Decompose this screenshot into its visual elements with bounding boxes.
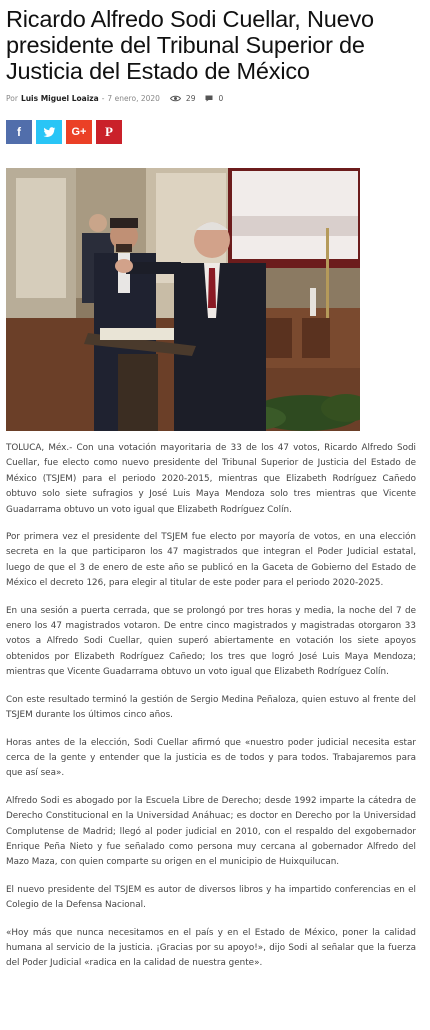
author-link[interactable]: Luis Miguel Loaiza — [20, 93, 99, 103]
article-photo — [6, 168, 360, 431]
eye-icon — [170, 95, 181, 102]
article-body — [6, 441, 424, 972]
article-paragraph: El nuevo presidente del TSJEM es autor de diversos libros y ha impartido conferencias en el Colegio de la Defensa Nacional. — [6, 884, 416, 911]
article-paragraph: Con este resultado terminó la gestión de Sergio Medina Peñaloza, quien estuvo al frente del TSJEM durante los últimos cinco años. — [6, 694, 416, 721]
twitter-share-button[interactable] — [36, 120, 62, 144]
article-paragraph: Alfredo Sodi es abogado por la Escuela Libre de Derecho; desde 1992 imparte la cátedra de Derecho Constitucional en la Universidad Anáhuac; es doctor en Derecho por la Universidad Complutense de Madrid; llegó al poder judicial en 2010, con el respaldo del exgobernador Enrique Peña Nieto y fue señalado como persona muy cercana al gobernador Alfredo del Mazo Maza, con quien comparte su origen en el municipio de Huixquilucan. — [6, 795, 416, 868]
google-plus-icon: G+ — [71, 126, 87, 138]
pinterest-icon: P — [105, 124, 113, 139]
article-paragraph: «Hoy más que nunca necesitamos en el país y en el Estado de México, poner la calidad humana al servicio de la justicia. ¡Gracias por su apoyo!», dijo Sodi al señalar que la fuerza del Poder Judicial «radica en la calidad de nuestra gente». — [6, 927, 416, 969]
comments-count[interactable] — [205, 94, 223, 103]
comments-value: 0 — [218, 93, 224, 103]
views-count — [170, 94, 196, 103]
article-meta — [6, 92, 424, 104]
meta-separator: - — [101, 93, 105, 103]
by-label: Por — [6, 93, 18, 103]
twitter-icon — [43, 127, 56, 138]
article-page — [0, 6, 430, 972]
views-value: 29 — [185, 93, 196, 103]
article-paragraph: Horas antes de la elección, Sodi Cuellar afirmó que «nuestro poder judicial necesita estar cerca de la gente y entender que la justicia es de todos y para todos. Trabajaremos para que así sea». — [6, 737, 416, 779]
facebook-share-button[interactable] — [6, 120, 32, 144]
share-buttons — [6, 120, 424, 144]
pinterest-share-button[interactable] — [96, 120, 122, 144]
swearing-in-photo — [6, 168, 360, 431]
article-paragraph: En una sesión a puerta cerrada, que se prolongó por tres horas y media, la noche del 7 de enero los 47 magistrados votaron. De entre cinco magistrados y magistradas otorgaron 33 votos a Alfredo Sodi Cuellar, quien superó abiertamente en votación los siete apoyos obtenidos por Elizabeth Rodríguez Cañedo; los tres que logró José Luis Maya Mendoza; mientras que Vicente Guadarrama obtuvo un voto igual que Elizabeth Rodríguez Colín. — [6, 605, 416, 678]
publish-date: 7 enero, 2020 — [107, 93, 160, 103]
google-plus-share-button[interactable] — [66, 120, 92, 144]
article-paragraph: Por primera vez el presidente del TSJEM fue electo por mayoría de votos, en una elección secreta en la que participaron los 47 magistrados que integran el Poder Judicial estatal, luego de que el 3 de enero de este año se publicó en la Gaceta de Gobierno del Estado de México el decreto 126, para elegir al titular de este poder para el periodo 2020-2025. — [6, 532, 416, 589]
article-paragraph: TOLUCA, Méx.- Con una votación mayoritaria de 33 de los 47 votos, Ricardo Alfredo Sodi Cuellar, fue electo como nuevo presidente del Tribunal Superior de Justicia del Estado de México (TSJEM) para el periodo 2020-2015, mientras que Elizabeth Rodríguez Cañedo obtuvo solo siete sufragios y José Luis Maya Mendoza solo tres mientras que Vicente Guadarrama obtuvo un voto igual que Elizabeth Rodríguez Colín. — [6, 443, 416, 515]
comment-icon — [205, 95, 213, 102]
facebook-icon: f — [17, 125, 21, 139]
article-title: Ricardo Alfredo Sodi Cuellar, Nuevo presidente del Tribunal Superior de Justicia del Estado de México — [6, 6, 374, 84]
